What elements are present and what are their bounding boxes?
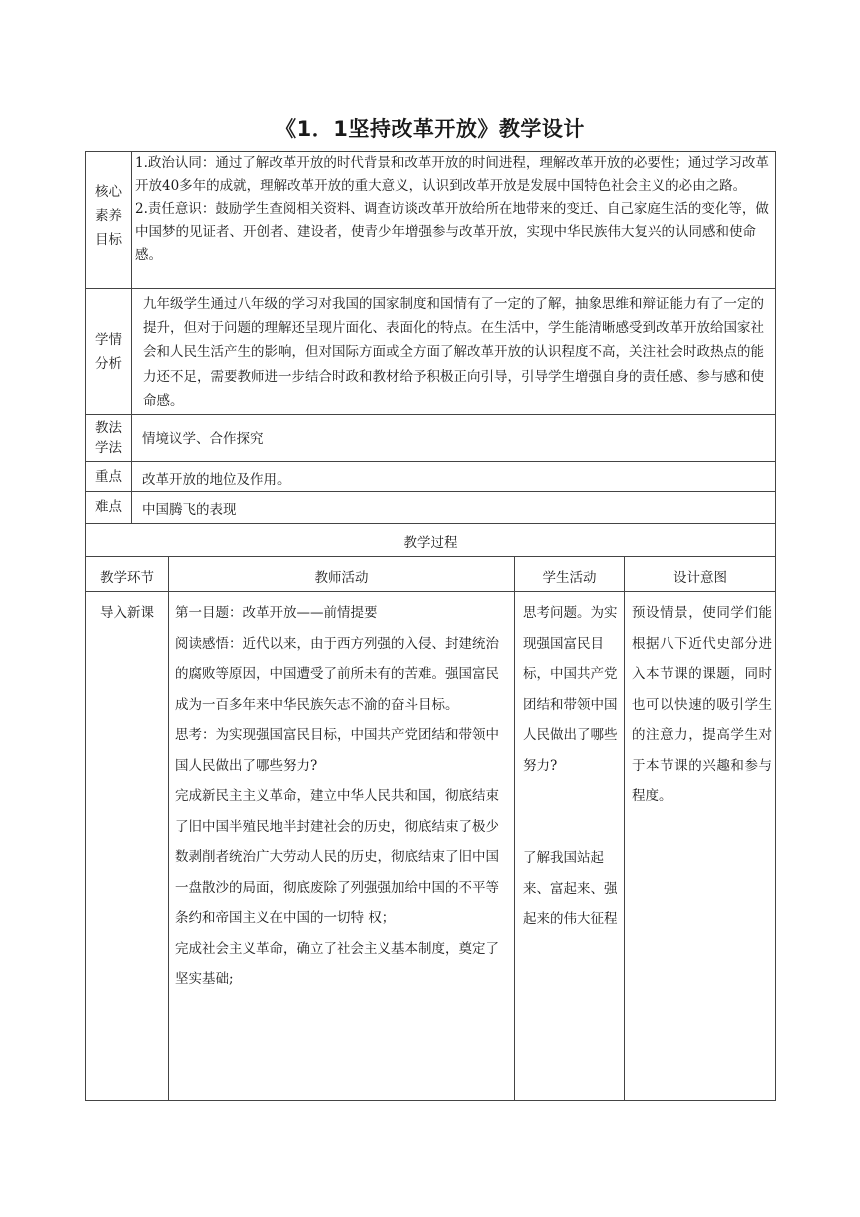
teacher-item: 完成新民主主义革命，建立中华人民共和国，彻底结束了旧中国半殖民地半封建社会的历史，彻底结束了极少数剥削者统治广大劳动人民的历史，彻底结束了旧中国一盘散沙的局面，彻底废除了列强强加给中国的不平等条约和帝国主义在中国的一切特 权； [175, 788, 499, 926]
teacher-item: 第一目题：改革开放——前情提要 [175, 605, 378, 621]
method-text: 情境议学、合作探究 [142, 431, 264, 447]
core-text [135, 152, 772, 267]
row1-teacher [175, 598, 510, 995]
difficult-label: 难点 [95, 499, 122, 515]
core-goal-2: 2.责任意识：鼓励学生查阅相关资料、调查访谈改革开放给所在地带来的变迁、自己家庭生活的变化等，做中国梦的见证者、开创者、建设者，使青少年增强参与改革开放，实现中华民族伟大复兴的认同感和使命感。 [135, 201, 769, 263]
document-title: 《1．1坚持改革开放》教学设计 [275, 117, 585, 141]
teacher-item: 阅读感悟：近代以来，由于西方列强的入侵、封建统治的腐败等原因，中国遭受了前所未有的苦难。强国富民成为一百多年来中华民族矢志不渝的奋斗目标。 [175, 635, 499, 713]
col-teacher: 教师活动 [314, 570, 369, 586]
teacher-item: 完成社会主义革命，确立了社会主义基本制度，奠定了坚实基础; [175, 940, 499, 987]
key-label: 重点 [95, 469, 122, 485]
col-student: 学生活动 [542, 570, 597, 586]
core-label: 核心 素养 目标 [95, 184, 122, 248]
student-item: 了解我国站起来、富起来、强起来的伟大征程 [523, 850, 618, 927]
difficult-text: 中国腾飞的表现 [142, 502, 237, 518]
xueqing-text: 九年级学生通过八年级的学习对我国的国家制度和国情有了一定的了解，抽象思维和辩证能力有了一定的提升，但对于问题的理解还呈现片面化、表面化的特点。在生活中，学生能清晰感受到改革开放给国家社会和人民生活产生的影响，但对国际方面或全方面了解改革开放的认识程度不高，关注社会时政热点的能力还不足，需要教师进一步结合时政和教材给予积极正向引导，引导学生增强自身的责任感、参与感和使命感。 [143, 296, 764, 409]
col-stage: 教学环节 [100, 570, 154, 586]
key-text: 改革开放的地位及作用。 [142, 472, 291, 488]
col-intent: 设计意图 [673, 570, 727, 586]
row1-student [523, 598, 621, 935]
process-header: 教学过程 [403, 535, 458, 551]
teacher-item: 思考：为实现强国富民目标，中国共产党团结和带领中国人民做出了哪些努力? [175, 727, 499, 774]
row1-stage: 导入新课 [100, 605, 154, 621]
core-goal-1: 1.政治认同：通过了解改革开放的时代背景和改革开放的时间进程，理解改革开放的必要性；通过学习改革开放40多年的成就，理解改革开放的重大意义，认识到改革开放是发展中国特色社会主义的必由之路。 [135, 155, 769, 194]
xueqing-label: 学情 分析 [95, 332, 122, 372]
method-label: 教法 学法 [95, 420, 122, 456]
student-item: 思考问题。为实现强国富民目标，中国共产党团结和带领中国人民做出了哪些努力? [523, 605, 618, 774]
row1-intent: 预设情景，使同学们能根据八下近代史部分进入本节课的课题，同时也可以快速的吸引学生的注意力，提高学生对于本节课的兴趣和参与程度。 [632, 605, 772, 804]
